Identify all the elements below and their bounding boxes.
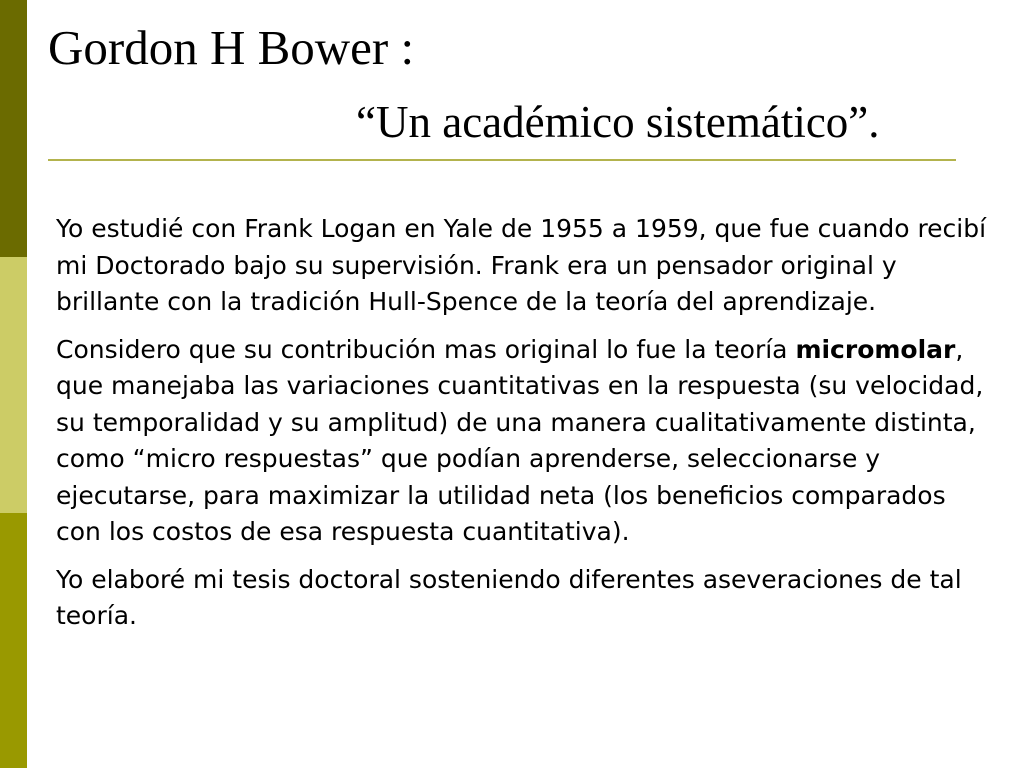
paragraph-2-text-start: Considero que su contribución mas original lo fue la teoría [56,334,796,364]
paragraph-3: Yo elaboré mi tesis doctoral sosteniendo diferentes aseveraciones de tal teoría. [56,564,962,630]
slide-body [56,211,996,646]
left-bar-middle-segment [0,257,27,513]
title-divider [48,159,956,161]
left-bar-bottom-segment [0,513,27,768]
paragraph-1: Yo estudié con Frank Logan en Yale de 1955 a 1959, que fue cuando recibí mi Doctorado bajo su supervisión. Frank era un pensador original y brillante con la tradición Hull-Spence de la teoría del aprendizaje. [56,214,987,316]
paragraph-2 [56,332,996,551]
paragraph-2-text-end: , que manejaba las variaciones cuantitativas en la respuesta (su velocidad, su temporalidad y su amplitud) de una manera cualitativamente distinta, como “micro respuestas” que podían aprenderse, seleccionarse y ejecutarse, para maximizar la utilidad neta (los beneficios comparados con los costos de esa respuesta cuantitativa). [56,334,984,546]
slide-subtitle: “Un académico sistemático”. [356,97,880,147]
left-bar-top-segment [0,0,27,257]
left-accent-bar [0,0,27,768]
slide-title: Gordon H Bower : [48,20,415,75]
micromolar-emphasis: micromolar [795,334,956,364]
